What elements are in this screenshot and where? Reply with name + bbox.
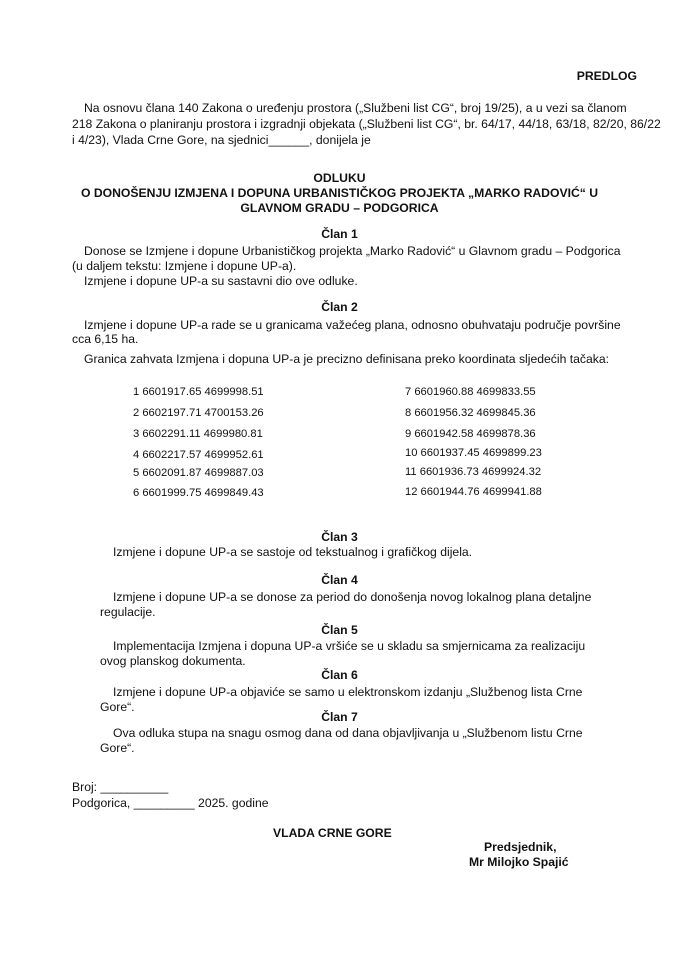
article-text: Gore“. — [100, 700, 135, 714]
article-text: Izmjene i dopune UP-a objaviće se samo u elektronskom izdanju „Službenog lista Crne — [113, 685, 583, 699]
signatory-role: Predsjednik, — [484, 840, 557, 854]
coordinate-point: 5 6602091.87 4699887.03 — [133, 467, 264, 479]
article-text: Granica zahvata Izmjena i dopuna UP-a je precizno definisana preko koordinata sljedećih tačaka: — [84, 352, 610, 366]
coordinate-point: 3 6602291.11 4699980.81 — [133, 428, 263, 440]
article-text: Donose se Izmjene i dopune Urbanističkog projekta „Marko Radović“ u Glavnom gradu – Podgorica — [84, 244, 621, 258]
reference-number: Broj: __________ — [72, 780, 169, 794]
article-text: Izmjene i dopune UP-a se sastoje od tekstualnog i grafičkog dijela. — [113, 545, 473, 559]
coordinate-point: 1 6601917.65 4699998.51 — [133, 386, 264, 398]
coordinate-point: 6 6601999.75 4699849.43 — [133, 487, 264, 499]
intro-line: Na osnovu člana 140 Zakona o uređenju prostora („Službeni list CG“, broj 19/25), a u vezi sa članom — [84, 101, 627, 115]
title-line: O DONOŠENJU IZMJENA I DOPUNA URBANISTIČKOG PROJEKTA „MARKO RADOVIĆ“ U — [80, 186, 599, 200]
article-heading: Član 5 — [321, 623, 358, 637]
article-text: Implementacija Izmjena i dopuna UP-a vršiće se u skladu sa smjernicama za realizaciju — [113, 639, 586, 653]
coordinate-point: 7 6601960.88 4699833.55 — [405, 386, 536, 398]
title-line: ODLUKU — [313, 171, 366, 185]
article-text: cca 6,15 ha. — [72, 332, 139, 346]
document-status-label: PREDLOG — [576, 69, 637, 83]
coordinate-point: 2 6602197.71 4700153.26 — [133, 407, 264, 419]
article-heading: Član 7 — [321, 710, 358, 724]
coordinate-point: 8 6601956.32 4699845.36 — [405, 407, 536, 419]
article-heading: Član 4 — [321, 573, 358, 587]
intro-line: i 4/23), Vlada Crne Gore, na sjednici______, donijela je — [72, 133, 371, 147]
coordinate-point: 9 6601942.58 4699878.36 — [405, 428, 536, 440]
article-text: ovog planskog dokumenta. — [100, 654, 246, 668]
article-text: Izmjene i dopune UP-a se donose za period do donošenja novog lokalnog plana detaljne — [113, 590, 592, 604]
article-heading: Član 3 — [321, 530, 358, 544]
signatory-name: Mr Milojko Spajić — [469, 855, 569, 869]
coordinate-point: 12 6601944.76 4699941.88 — [405, 486, 542, 498]
intro-line: 218 Zakona o planiranju prostora i izgradnji objekata („Službeni list CG“, br. 64/17, 44/18, 63/18, 82/20, 86/22 — [72, 117, 661, 131]
title-line: GLAVNOM GRADU – PODGORICA — [240, 201, 439, 215]
issuing-authority: VLADA CRNE GORE — [273, 826, 392, 840]
article-heading: Član 6 — [321, 668, 358, 682]
place-and-date: Podgorica, _________ 2025. godine — [72, 796, 269, 810]
article-text: Izmjene i dopune UP-a rade se u granicama važećeg plana, odnosno obuhvataju područje površine — [84, 318, 621, 332]
article-text: (u daljem tekstu: Izmjene i dopune UP-a). — [72, 259, 297, 273]
coordinate-point: 11 6601936.73 4699924.32 — [405, 466, 542, 478]
article-text: Gore“. — [100, 741, 135, 755]
article-text: regulacije. — [100, 605, 156, 619]
coordinate-point: 10 6601937.45 4699899.23 — [405, 447, 542, 459]
article-heading: Član 2 — [321, 300, 358, 314]
article-text: Izmjene i dopune UP-a su sastavni dio ove odluke. — [84, 274, 358, 288]
coordinate-point: 4 6602217.57 4699952.61 — [133, 449, 264, 461]
article-heading: Član 1 — [321, 227, 358, 241]
article-text: Ova odluka stupa na snagu osmog dana od dana objavljivanja u „Službenom listu Crne — [113, 726, 583, 740]
